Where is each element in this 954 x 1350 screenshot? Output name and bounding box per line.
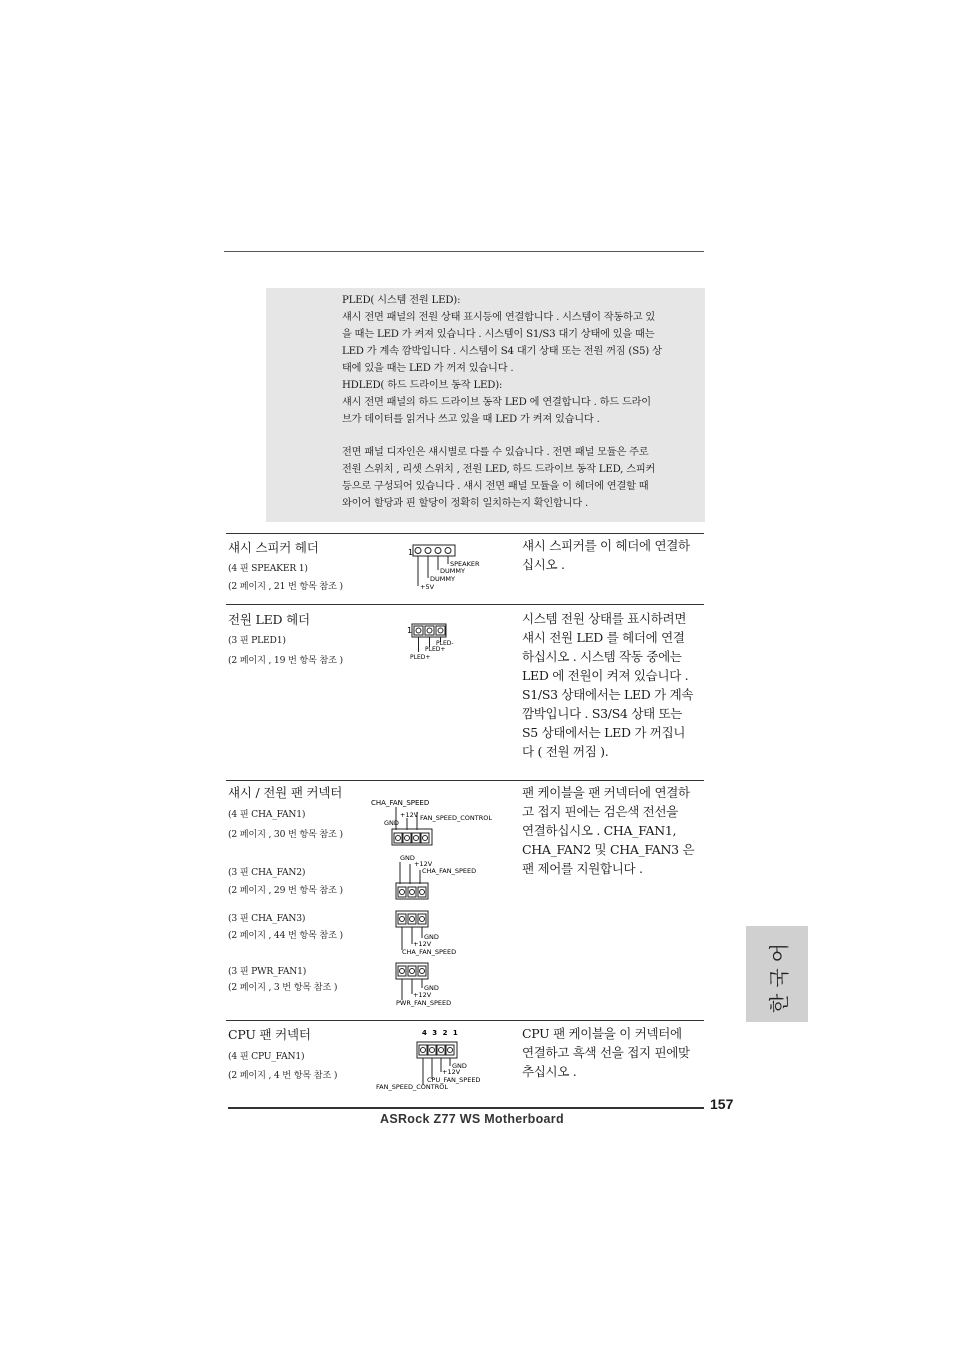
section-rule <box>226 604 704 605</box>
desc-line: 추십시오 . <box>522 1064 577 1079</box>
dummy-label: DUMMY <box>440 567 465 575</box>
fan-description <box>522 783 708 878</box>
gnd-label: GND <box>452 1062 467 1070</box>
speaker-label: SPEAKER <box>450 560 480 568</box>
cha-fan1-pins: (4 핀 CHA_FAN1) <box>228 809 306 820</box>
fan-speed-control-label: FAN_SPEED_CONTROL <box>420 814 492 822</box>
desc-line: 십시오 . <box>522 557 565 572</box>
pled-minus-label: PLED- <box>436 640 454 647</box>
language-side-tab <box>746 926 808 1022</box>
note-line: 브가 데이터를 읽거나 쓰고 있을 때 LED 가 켜져 있습니다 . <box>342 414 600 425</box>
desc-line: 섀시 스피커를 이 헤더에 연결하 <box>522 538 690 553</box>
note-line: 전원 스위치 , 리셋 스위치 , 전원 LED, 하드 드라이브 동작 LED, 스피커 <box>342 464 656 475</box>
pled-plus-label: PLED+ <box>410 654 431 661</box>
desc-line: 하십시오 . 시스템 작동 중에는 <box>522 649 682 664</box>
fan-title: 섀시 / 전원 팬 커넥터 <box>228 785 343 800</box>
desc-line: S1/S3 상태에서는 LED 가 계속 <box>522 687 694 702</box>
desc-line: 고 접지 핀에는 검은색 전선을 <box>522 804 678 819</box>
desc-line: CHA_FAN2 및 CHA_FAN3 은 <box>522 842 695 857</box>
cha-fan2-diagram <box>394 852 494 902</box>
fan-speed-control-label: FAN_SPEED_CONTROL <box>376 1083 448 1091</box>
pin1-label: 1 <box>408 548 414 557</box>
desc-line: 연결하고 흑색 선을 접지 핀에맞 <box>522 1045 690 1060</box>
pwr-fan1-pins: (3 핀 PWR_FAN1) <box>228 966 307 977</box>
desc-line: 연결하십시오 . CHA_FAN1, <box>522 823 677 838</box>
speaker-description <box>522 536 708 574</box>
plus12v-label: +12V <box>413 940 432 948</box>
plus12v-label: +12V <box>414 860 433 868</box>
cpu-fan-ref: (2 페이지 , 4 번 항목 참조 ) <box>228 1070 338 1081</box>
cha-fan2-pins: (3 핀 CHA_FAN2) <box>228 867 306 878</box>
speaker-pins: (4 핀 SPEAKER 1) <box>228 563 308 574</box>
speaker-header-diagram <box>400 540 510 596</box>
cha-fan3-ref: (2 페이지 , 44 번 항목 참조 ) <box>228 930 343 941</box>
pin-numbers-label: 4 3 2 1 <box>422 1029 460 1037</box>
desc-line: 시스템 전원 상태를 표시하려면 <box>522 611 687 626</box>
speaker-ref: (2 페이지 , 21 번 항목 참조 ) <box>228 581 343 592</box>
pwr-fan-speed-label: PWR_FAN_SPEED <box>396 999 452 1007</box>
note-line: 섀시 전면 패널의 전원 상태 표시등에 연결합니다 . 시스템이 작동하고 있 <box>342 312 656 323</box>
cha-fan-speed-label: CHA_FAN_SPEED <box>371 799 430 807</box>
plus12v-label: +12V <box>400 811 419 819</box>
page-number: 157 <box>710 1096 734 1112</box>
cpu-fan-description <box>522 1024 708 1081</box>
cpu-fan-pins: (4 핀 CPU_FAN1) <box>228 1051 305 1062</box>
note-line: 등으로 구성되어 있습니다 . 섀시 전면 패널 모듈을 이 헤더에 연결할 때 <box>342 481 649 492</box>
pwr-fan1-diagram <box>394 960 494 1010</box>
gnd-label: GND <box>384 819 399 827</box>
cpu-fan-diagram <box>374 1026 504 1092</box>
section-rule <box>226 533 704 534</box>
cha-fan1-diagram <box>368 796 508 850</box>
pled-plus-label: PLED+ <box>425 646 446 653</box>
pled-pins: (3 핀 PLED1) <box>228 635 286 646</box>
note-line: 와이어 할당과 핀 할당이 정확히 일치하는지 확인합니다 . <box>342 498 589 509</box>
cha-fan-speed-label: CHA_FAN_SPEED <box>422 867 477 875</box>
gnd-label: GND <box>424 984 439 992</box>
cha-fan1-ref: (2 페이지 , 30 번 항목 참조 ) <box>228 829 343 840</box>
cha-fan3-pins: (3 핀 CHA_FAN3) <box>228 913 306 924</box>
pled-header-diagram <box>400 620 480 664</box>
cha-fan3-diagram <box>394 908 494 958</box>
note-line: PLED( 시스템 전원 LED): <box>342 295 461 306</box>
language-tab-label: 한국어 <box>766 937 791 1013</box>
note-line: 태에 있을 때는 LED 가 꺼져 있습니다 . <box>342 363 514 374</box>
cha-fan-speed-label: CHA_FAN_SPEED <box>402 948 457 956</box>
pled-title: 전원 LED 헤더 <box>228 612 310 627</box>
cha-fan2-ref: (2 페이지 , 29 번 항목 참조 ) <box>228 885 343 896</box>
pled-ref: (2 페이지 , 19 번 항목 참조 ) <box>228 655 343 666</box>
gnd-label: GND <box>400 854 415 862</box>
pled-description <box>522 609 708 761</box>
desc-line: 팬 제어를 지원합니다 . <box>522 861 643 876</box>
plus5v-label: +5V <box>420 583 435 591</box>
cpu-fan-title: CPU 팬 커넥터 <box>228 1027 311 1042</box>
note-line: LED 가 계속 깜박입니다 . 시스템이 S4 대기 상태 또는 전원 꺼짐 (S5) 상 <box>342 346 662 357</box>
desc-line: 깜박입니다 . S3/S4 상태 또는 <box>522 706 683 721</box>
footer-rule <box>228 1107 704 1109</box>
desc-line: S5 상태에서는 LED 가 꺼집니 <box>522 725 686 740</box>
note-line: 섀시 전면 패널의 하드 드라이브 동작 LED 에 연결합니다 . 하드 드라이 <box>342 397 651 408</box>
plus12v-label: +12V <box>413 991 432 999</box>
note-line: 을 때는 LED 가 켜져 있습니다 . 시스템이 S1/S3 대기 상태에 있을 때는 <box>342 329 655 340</box>
note-line: HDLED( 하드 드라이브 동작 LED): <box>342 380 503 391</box>
pwr-fan1-ref: (2 페이지 , 3 번 항목 참조 ) <box>228 982 338 993</box>
desc-line: 다 ( 전원 꺼짐 ). <box>522 744 609 759</box>
front-panel-note-box <box>266 288 705 522</box>
footer-title: ASRock Z77 WS Motherboard <box>380 1112 564 1126</box>
gnd-label: GND <box>424 933 439 941</box>
section-rule <box>226 1020 704 1021</box>
section-rule <box>226 780 704 781</box>
pin1-label: 1 <box>407 626 413 635</box>
desc-line: 섀시 전원 LED 를 헤더에 연결 <box>522 630 685 645</box>
dummy-label: DUMMY <box>430 575 455 583</box>
plus12v-label: +12V <box>442 1068 461 1076</box>
note-text <box>342 292 702 512</box>
cpu-fan-speed-label: CPU_FAN_SPEED <box>427 1076 481 1084</box>
desc-line: 팬 케이블을 팬 커넥터에 연결하 <box>522 785 690 800</box>
note-line: 전면 패널 디자인은 섀시별로 다를 수 있습니다 . 전면 패널 모듈은 주로 <box>342 447 649 458</box>
desc-line: CPU 팬 케이블을 이 커넥터에 <box>522 1026 682 1041</box>
speaker-title: 섀시 스피커 헤더 <box>228 540 319 555</box>
top-rule <box>224 251 704 252</box>
desc-line: LED 에 전원이 켜져 있습니다 . <box>522 668 689 683</box>
